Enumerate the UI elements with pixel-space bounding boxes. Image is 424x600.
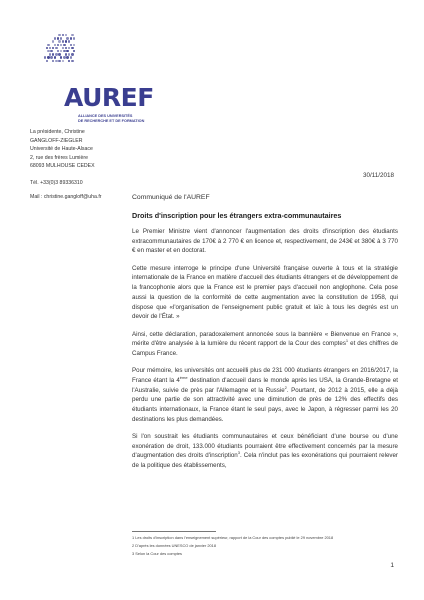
footnote-ref-3: 3 [237, 450, 240, 456]
sender-address [30, 128, 180, 188]
sender-line: La présidente, Christine [30, 129, 85, 135]
sender-line: 68093 MULHOUSE CEDEX [30, 163, 95, 170]
communique-heading: Communiqué de l'AUREF [132, 194, 210, 201]
paragraph-4: Pour mémoire, les universités ont accueilli plus de 231 000 étudiants étrangers en 2016/2017, la France étant la 4ème destination d'accueil dans le monde après les USA, la Grande-Bretagne et l'Australie, suivie de près par l'Allemagne et la Russie$^2$. Pourtant, de 2012 à 2015, elle a déjà perdu une partie de son attractivité avec une diminution de près de 12% des effectifs des étudiants internationaux, la France étant le seul pays, avec le Japon, à régresser parmi les 20 destinations les plus demandées. [132, 367, 398, 423]
sender-line: GANGLOFF-ZIEGLER [30, 137, 83, 144]
logo-dot-cluster-icon [30, 30, 76, 70]
letter-date: 30/11/2018 [362, 172, 394, 179]
footnote-ref-1: 1 [345, 338, 349, 344]
footnotes [132, 535, 398, 559]
sender-line: Université de Haute-Alsace [30, 146, 93, 153]
footnote-3: 3 Selon la Cour des comptes [132, 551, 182, 556]
body-text [132, 227, 398, 478]
document-title: Droits d'inscription pour les étrangers extra-communautaires [132, 211, 342, 220]
paragraph-5: Si l'on soustrait les étudiants communautaires et ceux bénéficiant d'une bourse ou d'une exonération de droit, 133.000 étudiants pourraient être effectivement concernés par la mesure d'augmentation des droits d'inscription$^3$. Cela n'inclut pas les exonérations qui pourraient relever de la politique des établissements, [132, 433, 398, 470]
ordinal-suffix: ème [179, 374, 188, 380]
logo-wordmark: AUREF [64, 83, 154, 112]
logo-tagline [78, 114, 158, 124]
logo-tagline-line-2: DE RECHERCHE ET DE FORMATION [78, 119, 145, 123]
footnote-separator [132, 531, 216, 532]
logo-tagline-line-1: ALLIANCE DES UNIVERSITÉS [78, 114, 133, 118]
paragraph-2: Cette mesure interroge le principe d'une Université française ouverte à tous et la stratégie internationale de la France en matière d'accueil des étudiants étrangers et de développement de la francophonie alors que la France est le premier pays d'accueil non anglophone. Cela pose aussi la question de la conformité de cette augmentation avec la constitution de 1958, qui dispose que «l'organisation de l'enseignement public gratuit et laïc à tous les degrés est un devoir de l'État. » [132, 264, 398, 321]
sender-mail: Mail : christine.gangloff@uha.fr [30, 194, 102, 200]
paragraph-1: Le Premier Ministre vient d'annoncer l'augmentation des droits d'inscription des étudiants extracommunautaires de 170€ à 2 770 € en licence et, respectivement, de 243€ et 380€ à 3 770 € en master et en doctorat. [132, 228, 398, 255]
page-number: 1 [390, 562, 394, 569]
sender-phone: Tél. +33(0)3 89336310 [30, 179, 83, 186]
sender-line: 2, rue des frères Lumière [30, 154, 88, 161]
paragraph-3: Ainsi, cette déclaration, paradoxalement annoncée sous la bannière « Bienvenue en France », mérite d'être analysée à la lumière du récent rapport de la Cour des comptes$^1$ et des chiffres de Campus France. [132, 330, 398, 357]
auref-logo [30, 30, 154, 123]
footnote-1: 1 Les droits d'inscription dans l'enseignement supérieur, rapport de la Cour des comptes publié le 29 novembre 2018 [132, 535, 334, 540]
footnote-ref-2: 2 [284, 384, 287, 390]
footnote-2: 2 D'après les données UNESCO de janvier 2018 [132, 543, 217, 548]
